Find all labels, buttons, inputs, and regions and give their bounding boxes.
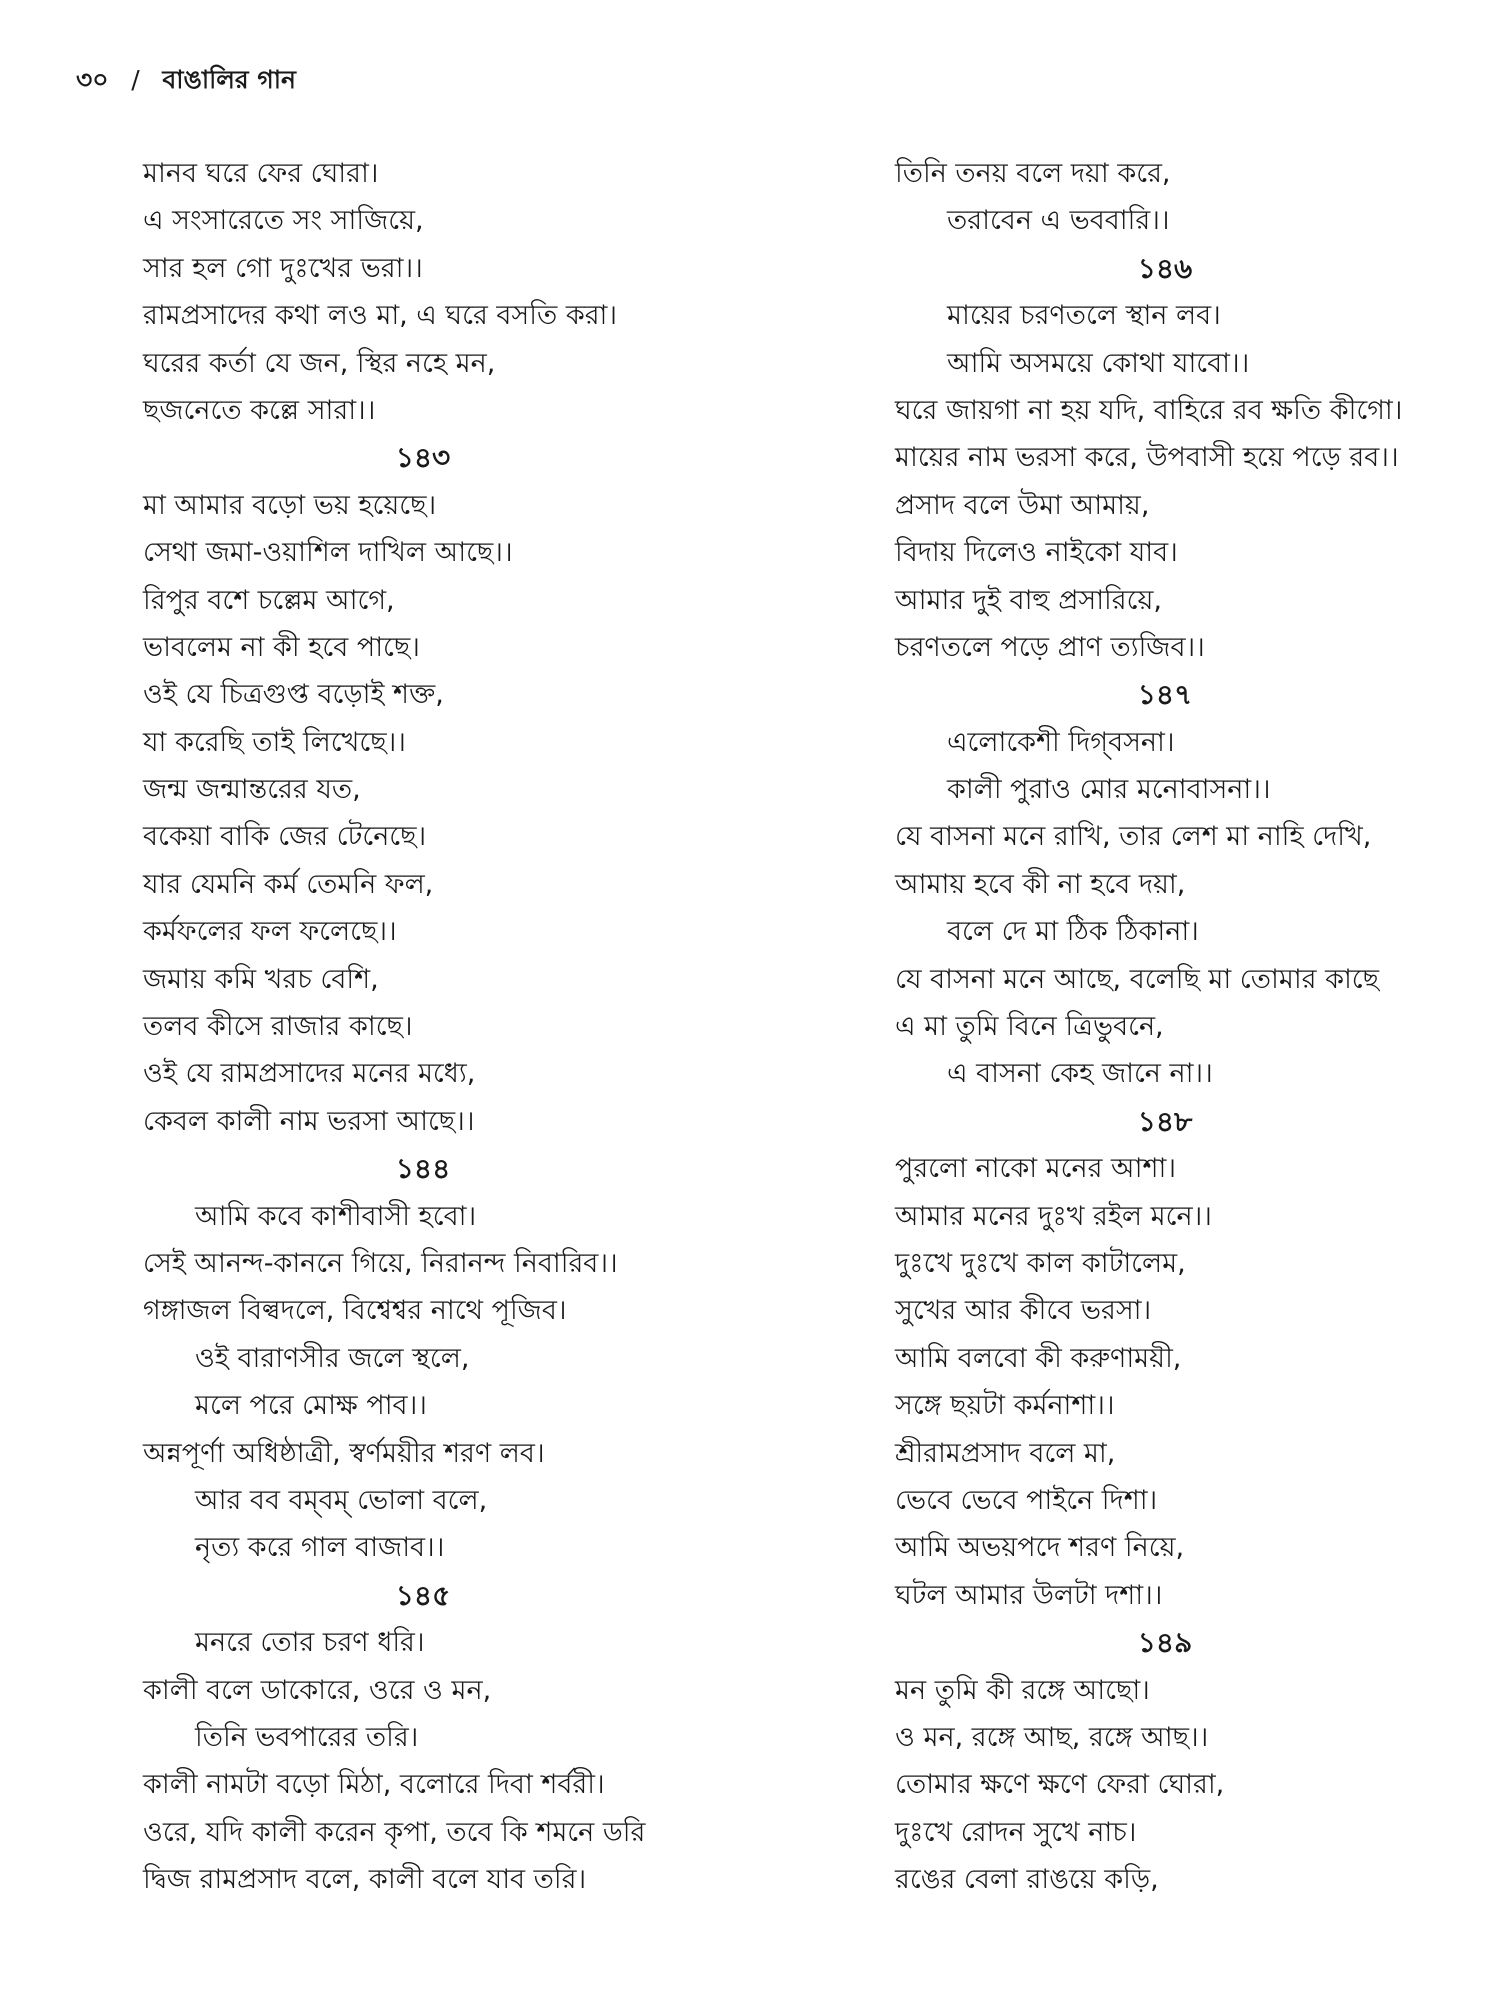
song-number: ১৪৭ <box>1137 678 1193 712</box>
song-144 <box>143 1145 743 1572</box>
song-145 <box>143 1572 743 1904</box>
running-header <box>76 60 296 103</box>
continued-song-right <box>895 150 1455 245</box>
verse-line: যে বাসনা মনে রাখি, তার লেশ মা নাহি দেখি, <box>895 821 1372 853</box>
verse-line: রামপ্রসাদের কথা লও মা, এ ঘরে বসতি করা। <box>143 300 618 332</box>
verse-line: আমি বলবো কী করুণাময়ী, <box>895 1342 1182 1374</box>
song-number: ১৪৩ <box>395 441 451 475</box>
verse-line: আমি কবে কাশীবাসী হবো। <box>195 1200 477 1232</box>
song-148 <box>895 1098 1455 1619</box>
book-title: বাঙালির গান <box>162 65 296 94</box>
song-number: ১৪৪ <box>395 1152 451 1186</box>
right-column <box>895 150 1455 1903</box>
verse-line: মায়ের চরণতলে স্থান লব। <box>947 300 1221 332</box>
verse-line: যে বাসনা মনে আছে, বলেছি মা তোমার কাছে <box>895 963 1380 995</box>
verse-line: দুঃখে দুঃখে কাল কাটালেম, <box>895 1247 1186 1279</box>
left-column <box>143 150 743 1903</box>
verse-line: জমায় কমি খরচ বেশি, <box>143 963 379 995</box>
verse-line: কালী বলে ডাকোরে, ওরে ও মন, <box>143 1674 492 1706</box>
verse-line: চরণতলে পড়ে প্রাণ ত্যজিব।। <box>895 631 1205 663</box>
verse-line: ওই বারাণসীর জলে স্থলে, <box>195 1342 470 1374</box>
verse-line: তরাবেন এ ভববারি।। <box>947 205 1170 237</box>
song-number: ১৪৫ <box>395 1578 451 1612</box>
verse-line: আমি অসময়ে কোথা যাবো।। <box>947 347 1250 379</box>
verse-line: অন্নপূর্ণা অধিষ্ঠাত্রী, স্বর্ণময়ীর শরণ লব। <box>143 1437 545 1469</box>
verse-line: আমার দুই বাহু প্রসারিয়ে, <box>895 584 1162 616</box>
header-separator: / <box>131 65 140 94</box>
continued-song-left <box>143 150 743 434</box>
verse-line: প্রসাদ বলে উমা আমায়, <box>895 489 1150 521</box>
verse-line: ঘটল আমার উলটা দশা।। <box>895 1579 1163 1611</box>
verse-line: ঘরের কর্তা যে জন, স্থির নহে মন, <box>143 347 496 379</box>
song-number: ১৪৮ <box>1137 1104 1193 1138</box>
verse-line: ওরে, যদি কালী করেন কৃপা, তবে কি শমনে ডরি <box>143 1816 646 1848</box>
verse-line: আমি অভয়পদে শরণ নিয়ে, <box>895 1532 1185 1564</box>
verse-line: রিপুর বশে চল্লেম আগে, <box>143 584 395 616</box>
verse-line: ভেবে ভেবে পাইনে দিশা। <box>895 1484 1158 1516</box>
verse-line: শ্রীরামপ্রসাদ বলে মা, <box>895 1437 1116 1469</box>
verse-line: সেথা জমা-ওয়াশিল দাখিল আছে।। <box>143 537 513 569</box>
verse-line: বলে দে মা ঠিক ঠিকানা। <box>947 916 1199 948</box>
verse-line: ছজনেতে কল্লে সারা।। <box>143 394 376 426</box>
verse-line: আর বব বম্‌বম্‌ ভোলা বলে, <box>195 1484 488 1516</box>
verse-line: তিনি তনয় বলে দয়া করে, <box>895 158 1171 189</box>
song-146 <box>895 245 1455 672</box>
verse-line: সুখের আর কীবে ভরসা। <box>895 1295 1152 1327</box>
verse-line: মনরে তোর চরণ ধরি। <box>195 1627 425 1659</box>
verse-line: এ সংসারেতে সং সাজিয়ে, <box>143 205 424 237</box>
verse-line: কালী পুরাও মোর মনোবাসনা।। <box>947 774 1271 806</box>
verse-line: রঙের বেলা রাঙয়ে কড়ি, <box>895 1864 1159 1896</box>
verse-line: মানব ঘরে ফের ঘোরা। <box>143 158 379 189</box>
verse-line: সঙ্গে ছয়টা কর্মনাশা।। <box>895 1390 1115 1422</box>
verse-line: মা আমার বড়ো ভয় হয়েছে। <box>143 489 437 521</box>
page-number: ৩০ <box>76 65 109 94</box>
verse-line: মায়ের নাম ভরসা করে, উপবাসী হয়ে পড়ে রব।। <box>895 442 1399 474</box>
verse-line: সেই আনন্দ-কাননে গিয়ে, নিরানন্দ নিবারিব।। <box>143 1247 618 1279</box>
verse-line: দুঃখে রোদন সুখে নাচ। <box>895 1816 1137 1848</box>
verse-line: এলোকেশী দিগ্‌বসনা। <box>947 726 1175 758</box>
verse-line: ওই যে রামপ্রসাদের মনের মধ্যে, <box>143 1058 476 1090</box>
verse-line: তলব কীসে রাজার কাছে। <box>143 1011 413 1043</box>
verse-line: এ বাসনা কেহ জানে না।। <box>947 1058 1213 1090</box>
verse-line: ভাবলেম না কী হবে পাছে। <box>143 631 420 663</box>
verse-line: আমার মনের দুঃখ রইল মনে।। <box>895 1200 1212 1232</box>
song-143 <box>143 434 743 1145</box>
verse-line: তোমার ক্ষণে ক্ষণে ফেরা ঘোরা, <box>895 1769 1225 1801</box>
song-number: ১৪৯ <box>1137 1626 1193 1660</box>
verse-line: বকেয়া বাকি জের টেনেছে। <box>143 821 427 853</box>
verse-line: মলে পরে মোক্ষ পাব।। <box>195 1390 427 1422</box>
verse-line: দ্বিজ রামপ্রসাদ বলে, কালী বলে যাব তরি। <box>143 1864 587 1896</box>
verse-line: কালী নামটা বড়ো মিঠা, বলোরে দিবা শর্বরী। <box>143 1769 605 1801</box>
verse-line: গঙ্গাজল বিল্বদলে, বিশ্বেশ্বর নাথে পূজিব। <box>143 1295 567 1327</box>
song-147 <box>895 671 1455 1098</box>
verse-line: এ মা তুমি বিনে ত্রিভুবনে, <box>895 1011 1164 1043</box>
verse-line: পুরলো নাকো মনের আশা। <box>895 1153 1177 1185</box>
song-number: ১৪৬ <box>1137 251 1193 285</box>
verse-line: মন তুমি কী রঙ্গে আছো। <box>895 1674 1150 1706</box>
verse-line: যা করেছি তাই লিখেছে।। <box>143 726 406 758</box>
song-149 <box>895 1619 1455 1903</box>
verse-line: কেবল কালী নাম ভরসা আছে।। <box>143 1105 475 1137</box>
verse-line: সার হল গো দুঃখের ভরা।। <box>143 252 423 284</box>
verse-line: ওই যে চিত্রগুপ্ত বড়োই শক্ত, <box>143 679 444 711</box>
verse-line: নৃত্য করে গাল বাজাব।। <box>195 1532 445 1564</box>
verse-line: জন্ম জন্মান্তরের যত, <box>143 774 361 806</box>
verse-line: আমায় হবে কী না হবে দয়া, <box>895 868 1186 900</box>
verse-line: ও মন, রঙ্গে আছ, রঙ্গে আছ।। <box>895 1721 1209 1753</box>
verse-line: কর্মফলের ফল ফলেছে।। <box>143 916 397 948</box>
verse-line: ঘরে জায়গা না হয় যদি, বাহিরে রব ক্ষতি কীগো। <box>895 394 1403 426</box>
verse-line: যার যেমনি কর্ম তেমনি ফল, <box>143 868 434 900</box>
verse-line: বিদায় দিলেও নাইকো যাব। <box>895 537 1178 569</box>
verse-line: তিনি ভবপারের তরি। <box>195 1721 419 1753</box>
